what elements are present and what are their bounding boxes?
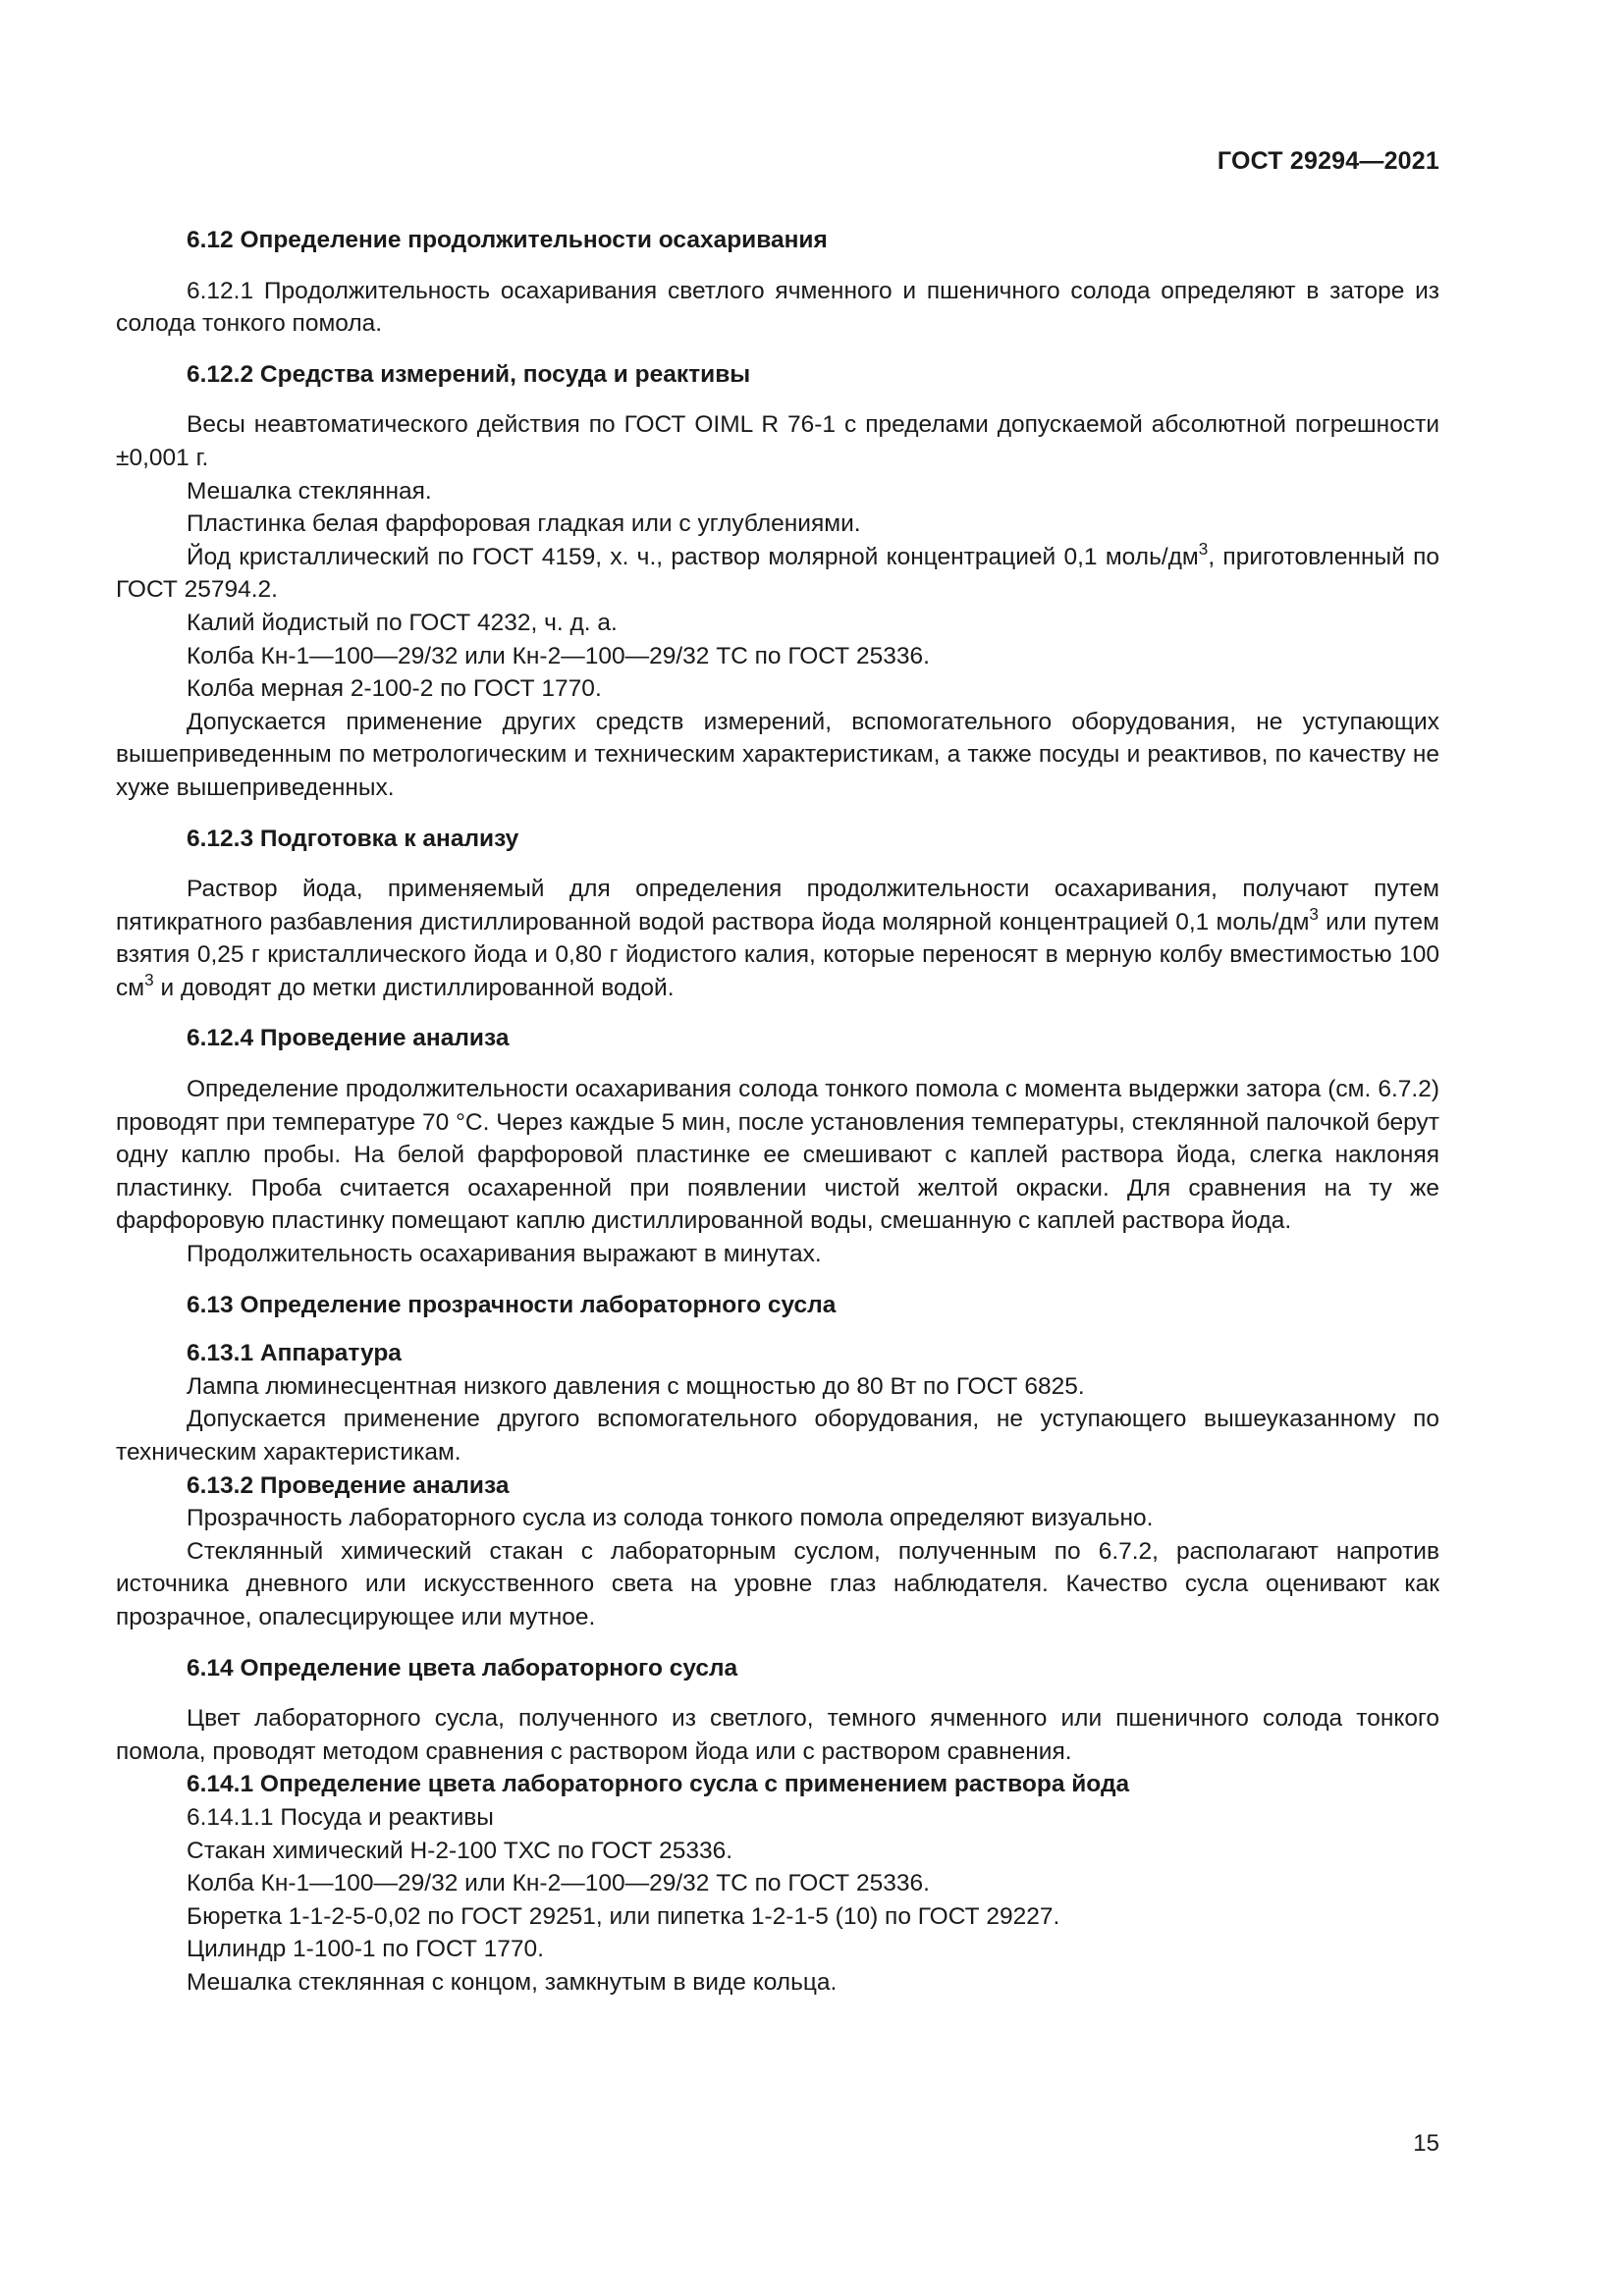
section-heading-6-12-4: 6.12.4 Проведение анализа: [187, 1025, 510, 1052]
paragraph-6-14-1-1: 6.14.1.1 Посуда и реактивы: [187, 1803, 494, 1831]
section-heading-6-13-2: 6.13.2 Проведение анализа: [187, 1471, 510, 1499]
superscript-cube: 3: [1309, 903, 1319, 924]
paragraph-iodine-solution: [116, 873, 1439, 1004]
section-heading-6-14-1: 6.14.1 Определение цвета лабораторного сусла с применением раствора йода: [187, 1771, 1130, 1798]
paragraph-flask-2: Колба Кн-1—100—29/32 или Кн-2—100—29/32 ТС по ГОСТ 25336.: [187, 1870, 930, 1897]
superscript-cube: 3: [144, 969, 154, 989]
paragraph-duration-units: Продолжительность осахаривания выражают в минутах.: [187, 1241, 822, 1268]
section-heading-6-12-3: 6.12.3 Подготовка к анализу: [187, 825, 519, 852]
paragraph-ring-stirrer: Мешалка стеклянная с концом, замкнутым в виде кольца.: [187, 1968, 838, 1996]
paragraph-cylinder: Цилиндр 1-100-1 по ГОСТ 1770.: [187, 1936, 544, 1963]
paragraph-alternatives: Допускается применение других средств измерений, вспомогательного оборудования, не уступающих вышеприведенным по метрологическим и техническим характеристикам, а также посуды и реактивов, по качеству не хуже вышеприведенных.: [116, 708, 1439, 801]
paragraph-flask: Колба Кн-1—100—29/32 или Кн-2—100—29/32 ТС по ГОСТ 25336.: [187, 642, 930, 669]
paragraph-color-method: Цвет лабораторного сусла, полученного из светлого, темного ячменного или пшеничного солода тонкого помола, проводят методом сравнения с раствором йода или с раствором сравнения.: [116, 1705, 1439, 1765]
section-heading-6-14: 6.14 Определение цвета лабораторного сусла: [187, 1654, 738, 1682]
paragraph-6-12-1: 6.12.1 Продолжительность осахаривания светлого ячменного и пшеничного солода определяют в заторе из солода тонкого помола.: [116, 277, 1439, 338]
paragraph-beaker: Стакан химический Н-2-100 ТХС по ГОСТ 25336.: [187, 1837, 733, 1864]
paragraph-porcelain-plate: Пластинка белая фарфоровая гладкая или с углублениями.: [187, 510, 861, 538]
section-heading-6-13-1: 6.13.1 Аппаратура: [187, 1340, 402, 1367]
paragraph-potassium-iodide: Калий йодистый по ГОСТ 4232, ч. д. а.: [187, 609, 618, 636]
paragraph-burette: Бюретка 1-1-2-5-0,02 по ГОСТ 29251, или пипетка 1-2-1-5 (10) по ГОСТ 29227.: [187, 1902, 1060, 1930]
page-number: 15: [1413, 2130, 1439, 2157]
paragraph-iodine-text: Йод кристаллический по ГОСТ 4159, х. ч., раствор молярной концентрацией 0,1 моль/дм: [187, 543, 1199, 570]
paragraph-iodine-solution-text-end: и доводят до метки дистиллированной водой.: [153, 974, 675, 1001]
standard-designation: ГОСТ 29294—2021: [1217, 147, 1439, 175]
paragraph-scales: Весы неавтоматического действия по ГОСТ OIML R 76-1 с пределами допускаемой абсолютной погрешности ±0,001 г.: [116, 411, 1439, 471]
document-body: [116, 224, 1439, 2000]
paragraph-stirrer: Мешалка стеклянная.: [187, 477, 432, 505]
paragraph-equipment-alternatives: Допускается применение другого вспомогательного оборудования, не уступающего вышеуказанному по техническим характеристикам.: [116, 1406, 1439, 1466]
superscript-cube: 3: [1198, 538, 1209, 559]
paragraph-iodine: [116, 538, 1439, 607]
paragraph-volumetric-flask: Колба мерная 2-100-2 по ГОСТ 1770.: [187, 675, 602, 703]
paragraph-transparency-procedure: Стеклянный химический стакан с лабораторным суслом, полученным по 6.7.2, располагают напротив источника дневного или искусственного света на уровне глаз наблюдателя. Качество сусла оценивают как прозрачное, опалесцирующее или мутное.: [116, 1537, 1439, 1630]
paragraph-iodine-text-end: , приготовленный по ГОСТ 25794.2.: [116, 543, 1439, 604]
paragraph-transparency-visual: Прозрачность лабораторного сусла из солода тонкого помола определяют визуально.: [187, 1505, 1154, 1532]
paragraph-iodine-solution-text-middle: или путем взятия 0,25 г кристаллического йода и 0,80 г йодистого калия, которые переносят в мерную колбу вместимостью 100 см: [116, 908, 1439, 1001]
paragraph-lamp: Лампа люминесцентная низкого давления с мощностью до 80 Вт по ГОСТ 6825.: [187, 1372, 1085, 1400]
paragraph-iodine-solution-text: Раствор йода, применяемый для определения продолжительности осахаривания, получают путем пятикратного разбавления дистиллированной водой раствора йода молярной концентрацией 0,1 моль/дм: [116, 876, 1439, 935]
section-heading-6-12: 6.12 Определение продолжительности осахаривания: [187, 227, 828, 253]
section-heading-6-13: 6.13 Определение прозрачности лабораторного сусла: [187, 1291, 837, 1318]
section-heading-6-12-2: 6.12.2 Средства измерений, посуда и реактивы: [187, 360, 751, 388]
paragraph-analysis-procedure: Определение продолжительности осахаривания солода тонкого помола с момента выдержки затора (см. 6.7.2) проводят при температуре 70 °С. Через каждые 5 мин, после установления температуры, стеклянной палочкой берут одну каплю пробы. На белой фарфоровой пластинке ее смешивают с каплей раствора йода, слегка наклоняя пластинку. Проба считается осахаренной при появлении чистой желтой окраски. Для сравнения на ту же фарфоровую пластинку помещают каплю дистиллированной воды, смешанную с каплей раствора йода.: [116, 1076, 1439, 1235]
